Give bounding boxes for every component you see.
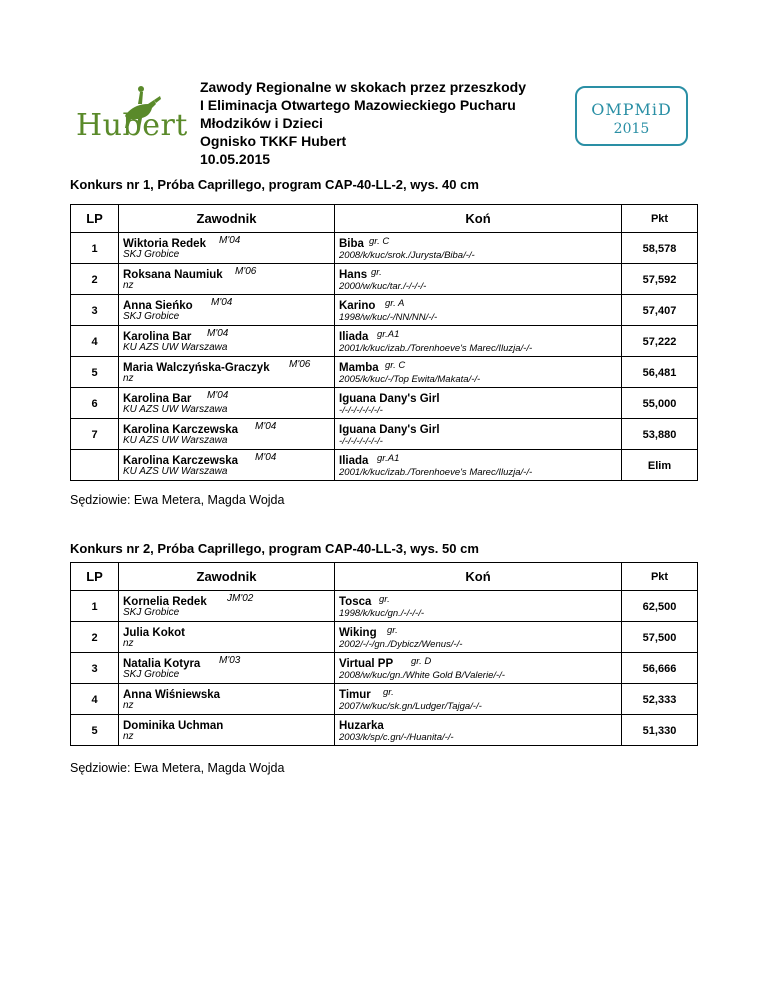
rank-cell: 3 bbox=[71, 295, 119, 326]
horse-name: Tosca bbox=[339, 596, 372, 608]
points-cell: 57,222 bbox=[622, 326, 698, 357]
horse-name: Wiking bbox=[339, 627, 377, 639]
hubert-logo bbox=[76, 82, 188, 144]
competition-2-title: Konkurs nr 2, Próba Caprillego, program CAP-40-LL-3, wys. 50 cm bbox=[70, 541, 479, 556]
horse-name: Hans bbox=[339, 269, 368, 281]
rider-category: M'06 bbox=[289, 359, 311, 370]
column-header-rider: Zawodnik bbox=[119, 205, 335, 233]
horse-pedigree: 2000/w/kuc/tar./-/-/-/- bbox=[339, 281, 427, 292]
points-cell: 57,592 bbox=[622, 264, 698, 295]
horse-cell bbox=[335, 653, 622, 684]
points-cell: 53,880 bbox=[622, 419, 698, 450]
table-row bbox=[71, 419, 698, 450]
rider-club: SKJ Grobice bbox=[123, 249, 180, 260]
rider-name: Dominika Uchman bbox=[123, 720, 224, 732]
rider-name: Karolina Karczewska bbox=[123, 424, 239, 436]
points-cell: 57,407 bbox=[622, 295, 698, 326]
rider-club: KU AZS UW Warszawa bbox=[123, 466, 228, 477]
rider-category: M'04 bbox=[255, 421, 277, 432]
table-row bbox=[71, 684, 698, 715]
rider-category: M'04 bbox=[207, 390, 229, 401]
table-row bbox=[71, 233, 698, 264]
rider-club: SKJ Grobice bbox=[123, 669, 180, 680]
horse-cell bbox=[335, 715, 622, 746]
rank-cell: 5 bbox=[71, 715, 119, 746]
competition-2-results-table bbox=[70, 562, 698, 746]
rider-cell bbox=[119, 419, 335, 450]
points-cell: 56,481 bbox=[622, 357, 698, 388]
horse-cell bbox=[335, 450, 622, 481]
rank-cell: 5 bbox=[71, 357, 119, 388]
rider-name: Wiktoria Redek bbox=[123, 238, 206, 250]
horse-group: gr. bbox=[371, 267, 382, 278]
horse-cell bbox=[335, 233, 622, 264]
rider-club: nz bbox=[123, 731, 134, 742]
rank-cell: 1 bbox=[71, 233, 119, 264]
table-row bbox=[71, 357, 698, 388]
rider-cell bbox=[119, 388, 335, 419]
rider-category: JM'02 bbox=[227, 593, 254, 604]
rank-cell bbox=[71, 450, 119, 481]
horse-cell bbox=[335, 264, 622, 295]
rank-cell: 4 bbox=[71, 684, 119, 715]
rider-cell bbox=[119, 264, 335, 295]
table-row bbox=[71, 295, 698, 326]
rider-category: M'04 bbox=[219, 235, 241, 246]
horse-cell bbox=[335, 684, 622, 715]
horse-group: gr. bbox=[387, 625, 398, 636]
table-row bbox=[71, 591, 698, 622]
table-header-row bbox=[71, 205, 698, 233]
table-row bbox=[71, 388, 698, 419]
rider-cell bbox=[119, 715, 335, 746]
rider-cell bbox=[119, 591, 335, 622]
horse-name: Timur bbox=[339, 689, 371, 701]
rider-name: Karolina Bar bbox=[123, 331, 192, 343]
document-header bbox=[70, 78, 710, 168]
title-line: I Eliminacja Otwartego Mazowieckiego Pucharu bbox=[200, 97, 516, 113]
rider-name: Karolina Bar bbox=[123, 393, 192, 405]
rider-name: Maria Walczyńska-Graczyk bbox=[123, 362, 270, 374]
horse-pedigree: -/-/-/-/-/-/-/- bbox=[339, 405, 383, 416]
ompmid-badge bbox=[575, 86, 688, 146]
horse-group: gr. C bbox=[369, 236, 390, 247]
points-cell: 57,500 bbox=[622, 622, 698, 653]
column-header-horse: Koń bbox=[335, 563, 622, 591]
rider-cell bbox=[119, 233, 335, 264]
rider-name: Roksana Naumiuk bbox=[123, 269, 223, 281]
horse-pedigree: 2008/w/kuc/gn./White Gold B/Valerie/-/- bbox=[339, 670, 505, 681]
table-row bbox=[71, 622, 698, 653]
points-cell: 55,000 bbox=[622, 388, 698, 419]
points-cell: 62,500 bbox=[622, 591, 698, 622]
horse-cell bbox=[335, 326, 622, 357]
table-row bbox=[71, 326, 698, 357]
title-line: Zawody Regionalne w skokach przez przeszkody bbox=[200, 79, 526, 95]
table-row bbox=[71, 264, 698, 295]
horse-group: gr. bbox=[383, 687, 394, 698]
horse-pedigree: 1998/w/kuc/-/NN/NN/-/- bbox=[339, 312, 438, 323]
rider-cell bbox=[119, 622, 335, 653]
horse-name: Iliada bbox=[339, 331, 369, 343]
competition-1-title: Konkurs nr 1, Próba Caprillego, program CAP-40-LL-2, wys. 40 cm bbox=[70, 177, 479, 192]
competition-2-judges: Sędziowie: Ewa Metera, Magda Wojda bbox=[70, 761, 285, 775]
horse-pedigree: 2005/k/kuc/-/Top Ewita/Makata/-/- bbox=[339, 374, 481, 385]
rank-cell: 2 bbox=[71, 264, 119, 295]
rider-club: nz bbox=[123, 280, 134, 291]
rank-cell: 6 bbox=[71, 388, 119, 419]
rider-cell bbox=[119, 450, 335, 481]
rider-category: M'06 bbox=[235, 266, 257, 277]
points-cell: 58,578 bbox=[622, 233, 698, 264]
points-cell: 52,333 bbox=[622, 684, 698, 715]
rider-name: Natalia Kotyra bbox=[123, 658, 201, 670]
rider-club: SKJ Grobice bbox=[123, 607, 180, 618]
horse-pedigree: 2007/w/kuc/sk.gn/Ludger/Tajga/-/- bbox=[339, 701, 482, 712]
title-line: Ognisko TKKF Hubert bbox=[200, 133, 347, 149]
rider-club: SKJ Grobice bbox=[123, 311, 180, 322]
rider-cell bbox=[119, 684, 335, 715]
points-cell: 51,330 bbox=[622, 715, 698, 746]
horse-name: Huzarka bbox=[339, 720, 384, 732]
rider-club: nz bbox=[123, 373, 134, 384]
rider-name: Julia Kokot bbox=[123, 627, 185, 639]
points-cell: 56,666 bbox=[622, 653, 698, 684]
event-date: 10.05.2015 bbox=[200, 151, 271, 167]
rider-club: nz bbox=[123, 700, 134, 711]
logo-text: Hubert bbox=[76, 108, 188, 143]
horse-name: Biba bbox=[339, 238, 364, 250]
horse-name: Karino bbox=[339, 300, 376, 312]
event-title bbox=[200, 78, 526, 168]
column-header-points: Pkt bbox=[622, 205, 698, 233]
column-header-lp: LP bbox=[71, 205, 119, 233]
horse-pedigree: 2001/k/kuc/izab./Torenhoeve's Marec/Iluzja/-/- bbox=[339, 467, 533, 478]
rider-club: KU AZS UW Warszawa bbox=[123, 404, 228, 415]
rider-name: Kornelia Redek bbox=[123, 596, 207, 608]
horse-name: Iliada bbox=[339, 455, 369, 467]
rider-cell bbox=[119, 653, 335, 684]
horse-group: gr. C bbox=[385, 360, 406, 371]
table-row bbox=[71, 653, 698, 684]
rider-name: Anna Wiśniewska bbox=[123, 689, 221, 701]
badge-year: 2015 bbox=[613, 121, 650, 137]
column-header-horse: Koń bbox=[335, 205, 622, 233]
table-header-row bbox=[71, 563, 698, 591]
rider-club: nz bbox=[123, 638, 134, 649]
rider-cell bbox=[119, 326, 335, 357]
title-line: Młodzików i Dzieci bbox=[200, 115, 323, 131]
column-header-points: Pkt bbox=[622, 563, 698, 591]
rank-cell: 2 bbox=[71, 622, 119, 653]
horse-group: gr. bbox=[379, 594, 390, 605]
rider-club: KU AZS UW Warszawa bbox=[123, 342, 228, 353]
horse-pedigree: 2008/k/kuc/srok./Jurysta/Biba/-/- bbox=[339, 250, 475, 261]
rank-cell: 1 bbox=[71, 591, 119, 622]
horse-name: Iguana Dany's Girl bbox=[339, 424, 440, 436]
rank-cell: 7 bbox=[71, 419, 119, 450]
horse-group: gr. A bbox=[385, 298, 405, 309]
horse-cell bbox=[335, 622, 622, 653]
rider-cell bbox=[119, 357, 335, 388]
rider-category: M'04 bbox=[211, 297, 233, 308]
horse-name: Iguana Dany's Girl bbox=[339, 393, 440, 405]
rider-name: Karolina Karczewska bbox=[123, 455, 239, 467]
table-row bbox=[71, 715, 698, 746]
horse-pedigree: 1998/k/kuc/gn./-/-/-/- bbox=[339, 608, 425, 619]
horse-pedigree: 2001/k/kuc/izab./Torenhoeve's Marec/Iluzja/-/- bbox=[339, 343, 533, 354]
competition-1-judges: Sędziowie: Ewa Metera, Magda Wojda bbox=[70, 493, 285, 507]
rank-cell: 3 bbox=[71, 653, 119, 684]
rider-name: Anna Sieńko bbox=[123, 300, 193, 312]
column-header-lp: LP bbox=[71, 563, 119, 591]
rider-category: M'04 bbox=[207, 328, 229, 339]
column-header-rider: Zawodnik bbox=[119, 563, 335, 591]
rider-club: KU AZS UW Warszawa bbox=[123, 435, 228, 446]
horse-cell bbox=[335, 388, 622, 419]
badge-title: OMPMiD bbox=[591, 100, 672, 119]
horse-pedigree: 2002/-/-/gn./Dybicz/Wenus/-/- bbox=[339, 639, 463, 650]
horse-cell bbox=[335, 295, 622, 326]
horse-pedigree: 2003/k/sp/c.gn/-/Huanita/-/- bbox=[339, 732, 454, 743]
horse-cell bbox=[335, 419, 622, 450]
table-row bbox=[71, 450, 698, 481]
horse-name: Mamba bbox=[339, 362, 379, 374]
horse-group: gr.A1 bbox=[377, 329, 400, 340]
rider-cell bbox=[119, 295, 335, 326]
horse-group: gr.A1 bbox=[377, 453, 400, 464]
points-cell: Elim bbox=[622, 450, 698, 481]
horse-group: gr. D bbox=[411, 656, 432, 667]
horse-pedigree: -/-/-/-/-/-/-/- bbox=[339, 436, 383, 447]
competition-1-results-table bbox=[70, 204, 698, 481]
horse-cell bbox=[335, 357, 622, 388]
rider-category: M'04 bbox=[255, 452, 277, 463]
horse-cell bbox=[335, 591, 622, 622]
horse-name: Virtual PP bbox=[339, 658, 394, 670]
rank-cell: 4 bbox=[71, 326, 119, 357]
rider-category: M'03 bbox=[219, 655, 241, 666]
